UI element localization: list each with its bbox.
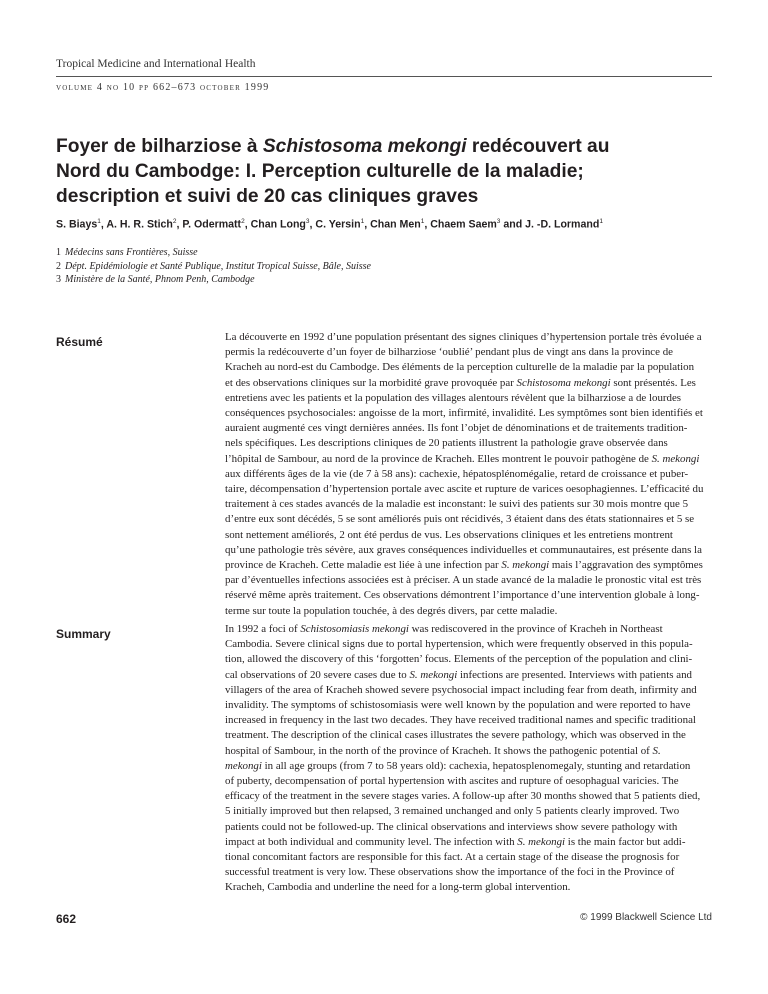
- resume-text: [225, 330, 715, 619]
- affiliation-text: Dépt. Epidémiologie et Santé Publique, Institut Tropical Suisse, Bâle, Suisse: [65, 260, 371, 272]
- text-segment: conséquences psychosociales: angoisse de la mort, infirmité, invalidité. Les symptômes sont bien identifiés et: [225, 407, 703, 420]
- affiliation-number: 1: [56, 247, 61, 258]
- text-line: [225, 759, 715, 774]
- text-line: [225, 728, 715, 743]
- author-affiliation-marker: 3: [496, 218, 501, 225]
- text-segment: mais l’aggravation des symptômes: [549, 559, 703, 572]
- text-segment: impact at both individual and community level. The infection with: [225, 835, 518, 848]
- text-line: [225, 376, 715, 391]
- author-separator: ,: [244, 218, 251, 231]
- text-segment: hospital of Sambour, in the north of the province of Kracheh. It shows the pathogenic potential of: [225, 744, 653, 757]
- author-affiliation-marker: 3: [305, 218, 310, 225]
- article-title: [56, 134, 706, 209]
- affiliation-item: [56, 260, 371, 274]
- italic-term: Schistosomiasis mekongi: [300, 623, 409, 635]
- resume-label: Résumé: [56, 335, 103, 349]
- affiliation-item: [56, 246, 371, 260]
- author-affiliation-marker: 1: [599, 218, 603, 225]
- title-line-2: Nord du Cambodge: I. Perception culturelle de la maladie;: [56, 161, 584, 182]
- affiliation-number: 2: [56, 260, 61, 272]
- text-line: [225, 652, 715, 667]
- italic-term: S. mekongi: [501, 559, 550, 572]
- text-segment: l’hôpital de Sambour, au nord de la province de Kracheh. Elles montrent le pouvoir pathogène de: [225, 452, 652, 465]
- author-separator: ,: [364, 218, 371, 231]
- copyright-notice: © 1999 Blackwell Science Ltd: [580, 912, 712, 923]
- author-separator: ,: [309, 218, 316, 231]
- author-name: Chaem Saem: [430, 218, 497, 231]
- text-segment: Kracheh au nord-est du Cambodge. Des éléments de la perception culturelle de la maladie par la population: [225, 361, 695, 374]
- text-line: [225, 360, 715, 375]
- text-line: [225, 774, 715, 789]
- text-segment: in all age groups (from 7 to 58 years old): cachexia, hepatosplenomegaly, stunting and retardation: [261, 759, 691, 772]
- text-line: [225, 497, 715, 512]
- author-name: P. Odermatt: [182, 218, 242, 231]
- text-line: [225, 588, 715, 603]
- text-line: [225, 528, 715, 543]
- italic-term: S.: [652, 744, 661, 757]
- text-segment: increased in frequency in the last two decades. They have received traditional names and specific traditional: [225, 714, 696, 727]
- affiliations: [56, 246, 371, 287]
- text-line: [225, 436, 715, 451]
- author-affiliation-marker: 2: [172, 218, 177, 225]
- text-segment: patients could not be followed-up. The clinical observations and interviews show severe pathology with: [225, 820, 678, 833]
- text-line: [225, 573, 715, 588]
- italic-term: S. mekongi: [651, 452, 700, 465]
- italic-term: S. mekongi: [517, 835, 566, 848]
- author-separator: ,: [100, 218, 107, 231]
- italic-term: mekongi: [225, 759, 262, 772]
- author-list: [56, 218, 716, 231]
- text-line: [225, 452, 715, 467]
- author-name: C. Yersin: [315, 218, 361, 231]
- text-line: [225, 820, 715, 835]
- text-segment: et des observations cliniques sur la morbidité grave provoquée par: [225, 376, 517, 389]
- text-segment: par d’éventuelles infections associées est à préciser. A un stade avancé de la maladie le pronostic vital est très: [225, 574, 702, 587]
- header-rule: [56, 76, 712, 77]
- text-segment: nels spécifiques. Les descriptions cliniques de 20 patients illustrent la pathologie grave observée dans: [225, 437, 668, 450]
- summary-text: [225, 622, 715, 896]
- text-line: [225, 421, 715, 436]
- text-segment: tional concomitant factors are responsible for this fact. At a certain stage of the disease the prognosis for: [225, 851, 680, 864]
- page-number: 662: [56, 912, 77, 926]
- author-name: Chan Long: [250, 218, 306, 231]
- author-affiliation-marker: 1: [97, 218, 101, 225]
- affiliation-item: [56, 273, 371, 287]
- text-line: [225, 330, 715, 345]
- italic-term: Schistosoma mekongi: [516, 376, 611, 389]
- text-segment: sont nettement améliorés, 2 ont été perdus de vus. Les observations cliniques et les entretiens montrent: [225, 528, 673, 541]
- text-segment: d’entre eux sont décédés, 5 se sont améliorés puis ont récidivés, 3 étaient dans des états stationnaires et 5 se: [225, 513, 695, 526]
- text-segment: successful treatment is very low. These observations show the importance of the foci in the Province of: [225, 866, 675, 879]
- text-segment: traitement à ces stades avancés de la maladie est inconstant: le suivi des patients sur 30 mois montre que 5: [225, 498, 689, 511]
- text-segment: auraient augmenté ces vingt dernières années. Ils font l’objet de dénominations et de traitements tradition-: [225, 422, 688, 435]
- title-line-1: Foyer de bilharziose à Schistosoma mekongi redécouvert au: [56, 136, 610, 157]
- text-line: [225, 467, 715, 482]
- text-line: [225, 512, 715, 527]
- volume-line: volume 4 no 10 pp 662–673 october 1999: [56, 82, 270, 93]
- author-name: S. Biays: [56, 218, 98, 231]
- affiliation-text: Médecins sans Frontières, Suisse: [65, 247, 198, 258]
- text-line: [225, 835, 715, 850]
- text-segment: invalidity. The symptoms of schistosomiasis were well known by the population and were reported to have: [225, 699, 691, 712]
- author-affiliation-marker: 2: [241, 218, 245, 225]
- text-line: [225, 850, 715, 865]
- author-name: A. H. R. Stich: [106, 218, 173, 231]
- author-separator: ,: [424, 218, 431, 231]
- text-line: [225, 668, 715, 683]
- text-line: [225, 713, 715, 728]
- text-segment: tion, allowed the discovery of this ‘forgotten’ focus. Elements of the perception of the population and clini-: [225, 653, 693, 666]
- author-affiliation-marker: 1: [420, 218, 425, 225]
- author-name: Chan Men: [370, 218, 421, 231]
- text-line: [225, 622, 715, 637]
- text-line: [225, 744, 715, 759]
- text-segment: taire, décompensation d’hypertension portale avec ascite et rupture de varices oesophagiennes. L’efficacité du: [225, 483, 704, 496]
- text-line: [225, 804, 715, 819]
- text-segment: permis la redécouverte d’un foyer de bilharziose ‘oublié’ pendant plus de vingt ans dans la province de: [225, 346, 673, 359]
- text-segment: In 1992 a foci of: [225, 623, 301, 635]
- author-separator: ,: [176, 218, 183, 231]
- text-segment: La découverte en 1992 d’une population présentant des signes cliniques d’hypertension portale très évoluée a: [225, 331, 702, 343]
- text-line: [225, 683, 715, 698]
- text-line: [225, 698, 715, 713]
- text-line: [225, 391, 715, 406]
- text-segment: was rediscovered in the province of Kracheh in Northeast: [408, 623, 663, 635]
- author-separator: and: [500, 218, 526, 231]
- affiliation-number: 3: [56, 274, 61, 286]
- text-line: [225, 482, 715, 497]
- text-segment: cal observations of 20 severe cases due to: [225, 668, 410, 681]
- text-segment: terme sur toute la population touchée, à des degrés divers, par cette maladie.: [225, 604, 558, 617]
- text-segment: is the main factor but addi-: [565, 835, 686, 848]
- author-affiliation-marker: 1: [360, 218, 365, 225]
- text-segment: sont présentés. Les: [610, 376, 696, 389]
- text-segment: 5 initially improved but then relapsed, 3 remained unchanged and only 5 patients clearly improved. Two: [225, 805, 680, 818]
- text-line: [225, 558, 715, 573]
- text-segment: of puberty, decompensation of portal hypertension with ascites and rupture of oesophagual varicies. The: [225, 775, 679, 788]
- text-segment: efficacy of the treatment in the severe stages varies. A follow-up after 30 months showed that 5 patients died,: [225, 790, 701, 803]
- text-segment: entretiens avec les patients et la population des villages alentours révèlent que la bilharziose a de lourdes: [225, 391, 682, 404]
- summary-label: Summary: [56, 627, 111, 641]
- text-line: [225, 345, 715, 360]
- text-segment: réservé même après traitement. Ces observations démontrent l’importance d’une intervention globale à long-: [225, 589, 700, 602]
- text-line: [225, 865, 715, 880]
- text-line: [225, 789, 715, 804]
- title-line-3: description et suivi de 20 cas cliniques graves: [56, 186, 479, 207]
- text-line: [225, 543, 715, 558]
- text-line: [225, 604, 715, 619]
- text-segment: villagers of the area of Kracheh showed severe psychosocial impact including fear from death, infirmity and: [225, 683, 697, 696]
- text-segment: Cambodia. Severe clinical signs due to portal hypertension, which were frequently observed in this popula-: [225, 638, 693, 651]
- author-name: J. -D. Lormand: [525, 218, 600, 231]
- text-segment: province de Kracheh. Cette maladie est liée à une infection par: [225, 559, 502, 572]
- text-segment: qu’une pathologie très sévère, aux graves conséquences individuelles et communautaires, est présente dans la: [225, 543, 702, 556]
- italic-term: S. mekongi: [409, 668, 458, 681]
- text-segment: treatment. The description of the clinical cases illustrates the severe pathology, which was observed in the: [225, 729, 686, 742]
- text-segment: infections are presented. Interviews with patients and: [457, 668, 692, 681]
- journal-name: Tropical Medicine and International Health: [56, 58, 256, 70]
- title-species: Schistosoma mekongi: [262, 136, 467, 157]
- affiliation-text: Ministère de la Santé, Phnom Penh, Cambodge: [65, 274, 255, 286]
- text-line: [225, 637, 715, 652]
- text-line: [225, 880, 715, 895]
- text-line: [225, 406, 715, 421]
- text-segment: aux différents âges de la vie (de 7 à 58 ans): cachexie, hépatosplénomégalie, retard de croissance et puber-: [225, 467, 689, 480]
- text-segment: Kracheh, Cambodia and underline the need for a long-term global intervention.: [225, 881, 571, 894]
